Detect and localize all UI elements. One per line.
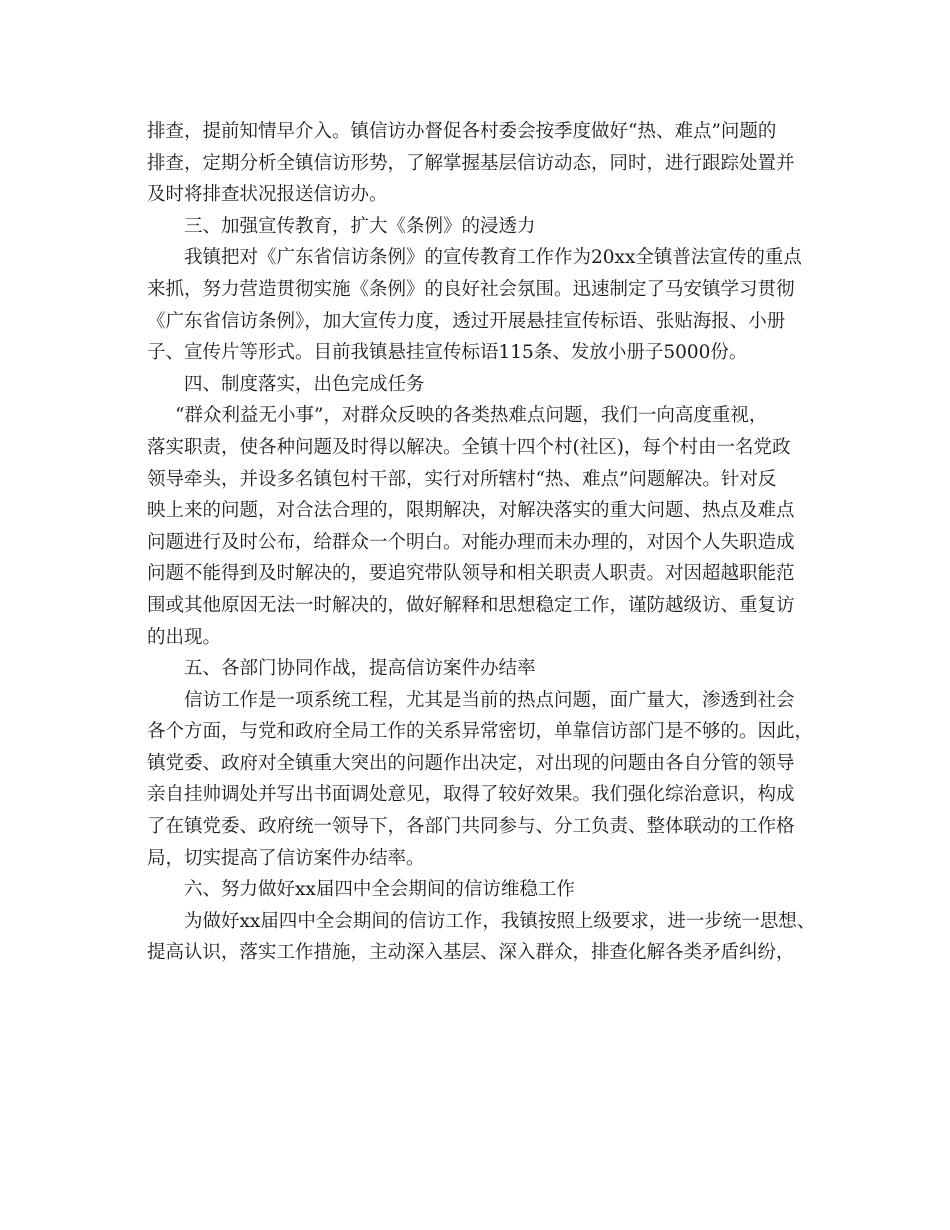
paragraph-line: 亲自挂帅调处并写出书面调处意见，取得了较好效果。我们强化综治意识，构成 (147, 784, 795, 806)
paragraph-line: 子、宣传片等形式。目前我镇悬挂宣传标语115条、发放小册子5000份。 (147, 342, 748, 364)
section-heading-3: 三、加强宣传教育，扩大《条例》的浸透力 (184, 215, 536, 237)
paragraph-line: 我镇把对《广东省信访条例》的宣传教育工作作为20xx全镇普法宣传的重点 (184, 247, 802, 269)
paragraph-line: 的出现。 (147, 626, 222, 648)
paragraph-line: 《广东省信访条例》，加大宣传力度，透过开展悬挂宣传标语、张贴海报、小册 (147, 310, 786, 332)
section-heading-4: 四、制度落实，出色完成任务 (184, 373, 425, 395)
paragraph-line: 为做好xx届四中全会期间的信访工作，我镇按照上级要求，进一步统一思想、 (184, 910, 816, 932)
paragraph-line: 局，切实提高了信访案件办结率。 (147, 847, 425, 869)
paragraph-line: 映上来的问题，对合法合理的，限期解决，对解决落实的重大问题、热点及难点 (147, 500, 795, 522)
paragraph-line: 领导牵头，并设多名镇包村干部，实行对所辖村“热、难点”问题解决。针对反 (147, 468, 777, 490)
section-heading-6: 六、努力做好xx届四中全会期间的信访维稳工作 (184, 879, 575, 901)
paragraph-line: 排查，定期分析全镇信访形势，了解掌握基层信访动态，同时，进行跟踪处置并 (147, 152, 795, 174)
paragraph-line: 提高认识，落实工作措施，主动深入基层、深入群众，排查化解各类矛盾纠纷， (147, 942, 795, 964)
paragraph-line: 围或其他原因无法一时解决的，做好解释和思想稳定工作，谨防越级访、重复访 (147, 594, 795, 616)
paragraph-line: 问题进行及时公布，给群众一个明白。对能办理而未办理的，对因个人失职造成 (147, 531, 795, 553)
section-heading-5: 五、各部门协同作战，提高信访案件办结率 (184, 658, 536, 680)
paragraph-line: 信访工作是一项系统工程，尤其是当前的热点问题，面广量大，渗透到社会 (184, 689, 795, 711)
paragraph-line: 镇党委、政府对全镇重大突出的问题作出决定，对出现的问题由各自分管的领导 (147, 752, 795, 774)
document-body (147, 116, 827, 969)
paragraph-line: 问题不能得到及时解决的，要追究带队领导和相关职责人职责。对因超越职能范 (147, 563, 795, 585)
paragraph-line: 及时将排查状况报送信访办。 (147, 184, 388, 206)
paragraph-line: 来抓，努力营造贯彻实施《条例》的良好社会氛围。迅速制定了马安镇学习贯彻 (147, 278, 795, 300)
paragraph-line: 了在镇党委、政府统一领导下，各部门共同参与、分工负责、整体联动的工作格 (147, 816, 795, 838)
paragraph-line: 各个方面，与党和政府全局工作的关系异常密切，单靠信访部门是不够的。因此， (147, 721, 814, 743)
paragraph-line: 落实职责，使各种问题及时得以解决。全镇十四个村(社区)，每个村由一名党政 (147, 436, 791, 458)
paragraph-line: 排查，提前知情早介入。镇信访办督促各村委会按季度做好“热、难点”问题的 (147, 121, 777, 142)
paragraph-line: “群众利益无小事”，对群众反映的各类热难点问题，我们一向高度重视， (175, 405, 768, 427)
